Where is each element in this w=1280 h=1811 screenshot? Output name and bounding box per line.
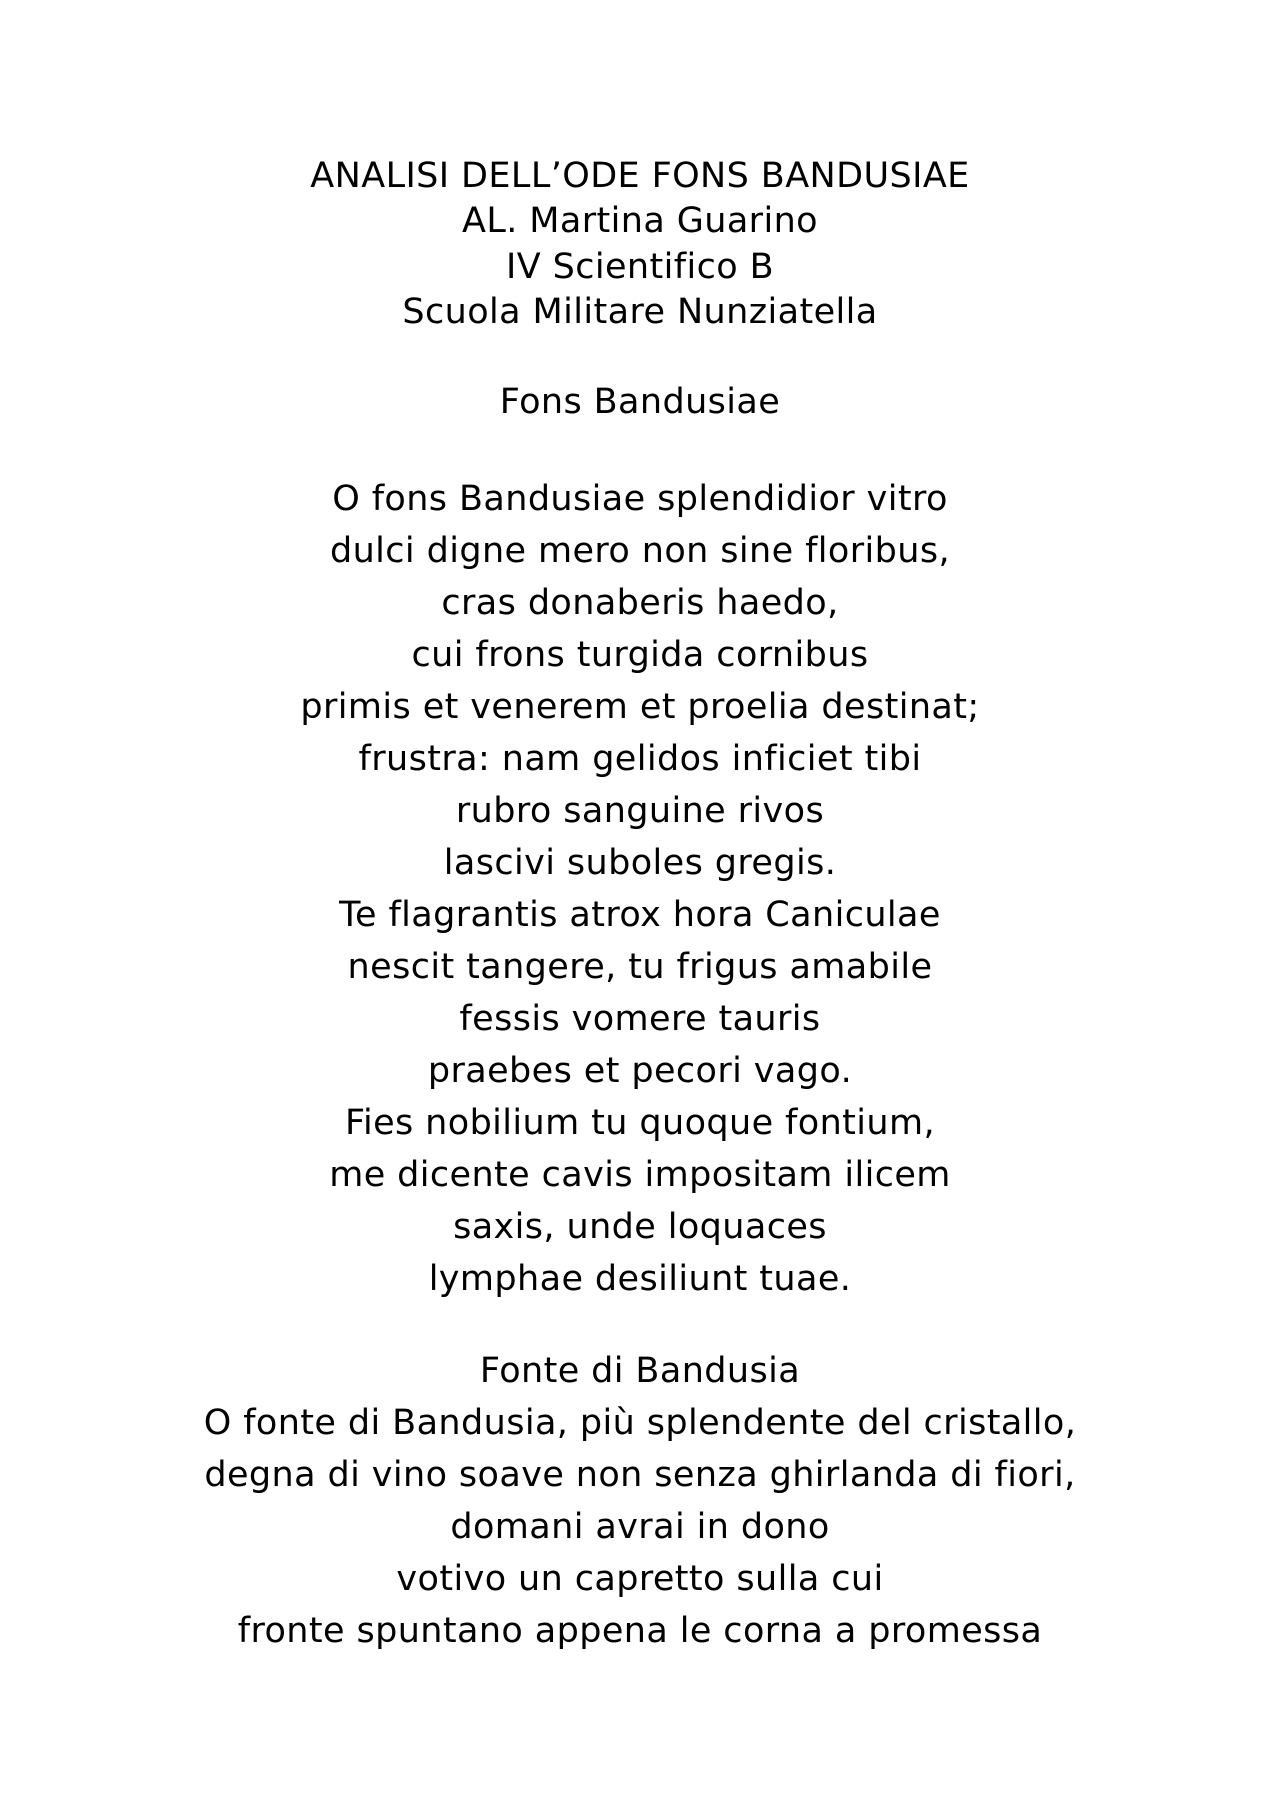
latin-title: Fons Bandusiae bbox=[499, 382, 781, 422]
school-line: Scuola Militare Nunziatella bbox=[402, 292, 878, 332]
latin-verse: cras donaberis haedo, bbox=[441, 583, 839, 623]
translation-verse: fronte spuntano appena le corna a promessa bbox=[237, 1611, 1043, 1651]
latin-verse: dulci digne mero non sine floribus, bbox=[329, 531, 951, 571]
latin-verse: Fies nobilium tu quoque fontium, bbox=[344, 1103, 936, 1143]
latin-verse: me dicente cavis impositam ilicem bbox=[329, 1155, 951, 1195]
latin-verse: rubro sanguine rivos bbox=[455, 791, 825, 831]
translation-verse: domani avrai in dono bbox=[450, 1507, 830, 1547]
author-line: AL. Martina Guarino bbox=[462, 201, 818, 241]
latin-verse: O fons Bandusiae splendidior vitro bbox=[332, 479, 948, 519]
translation-verse: O fonte di Bandusia, più splendente del cristallo, bbox=[203, 1403, 1077, 1443]
translation-verse: degna di vino soave non senza ghirlanda di fiori, bbox=[204, 1455, 1076, 1495]
translation-title: Fonte di Bandusia bbox=[479, 1351, 801, 1391]
latin-verse: lascivi suboles gregis. bbox=[443, 843, 837, 883]
translation-verse: votivo un capretto sulla cui bbox=[396, 1559, 884, 1599]
latin-verse: nescit tangere, tu frigus amabile bbox=[347, 947, 933, 987]
latin-verse: primis et venerem et proelia destinat; bbox=[300, 687, 980, 727]
latin-verse: lymphae desiliunt tuae. bbox=[428, 1259, 852, 1299]
latin-verse: cui frons turgida cornibus bbox=[411, 635, 869, 675]
latin-verse: Te flagrantis atrox hora Caniculae bbox=[339, 895, 941, 935]
class-line: IV Scientifico B bbox=[506, 247, 774, 287]
document-title: ANALISI DELL’ODE FONS BANDUSIAE bbox=[310, 156, 970, 196]
latin-verse: saxis, unde loquaces bbox=[453, 1207, 827, 1247]
latin-verse: praebes et pecori vago. bbox=[427, 1051, 853, 1091]
latin-verse: fessis vomere tauris bbox=[459, 999, 821, 1039]
latin-verse: frustra: nam gelidos inficiet tibi bbox=[358, 739, 922, 779]
